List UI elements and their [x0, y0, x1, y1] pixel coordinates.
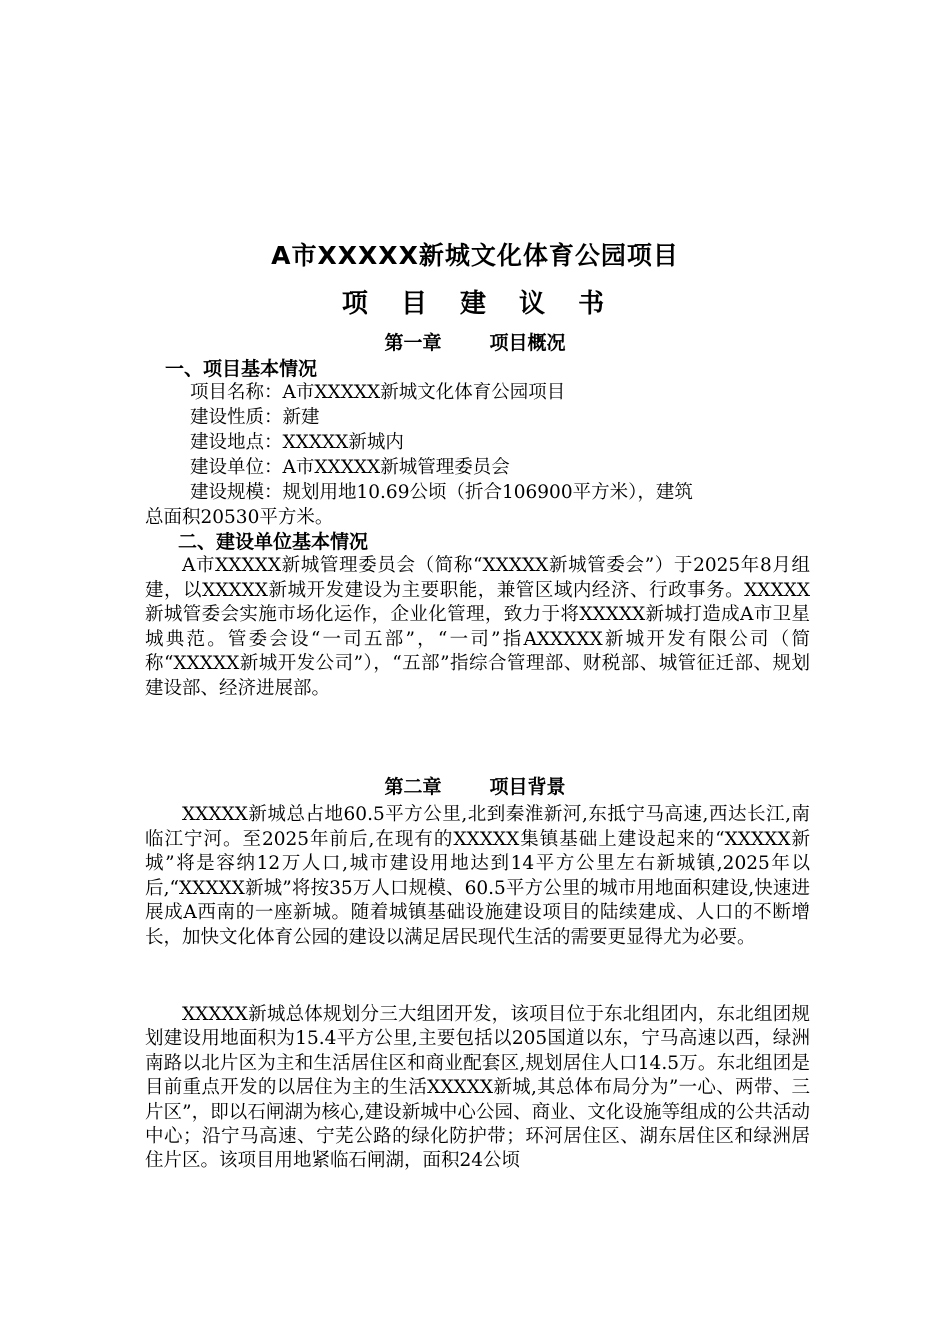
- section-2-heading: 二、建设单位基本情况: [178, 531, 369, 553]
- project-nature-line: 建设性质：新建: [190, 407, 320, 428]
- project-location-line: 建设地点：XXXXX新城内: [190, 432, 404, 453]
- project-unit-line: 建设单位：A市XXXXX新城管理委员会: [190, 457, 510, 478]
- background-paragraph-2: XXXXX新城总体规划分三大组团开发，该项目位于东北组团内，东北组团规划建设用地面积为15.4平方公里,主要包括以205国道以东，宁马高速以西，绿洲南路以北片区为主和生活居住区和商业配套区,规划居住人口14.5万。东北组团是目前重点开发的以居住为主的生活XXXXX新城,其总体布局分为”一心、两带、三片区”，即以石闸湖为核心,建设新城中心公园、商业、文化设施等组成的公共活动中心；沿宁马高速、宁芜公路的绿化防护带；环河居住区、湖东居住区和绿洲居住片区。该项目用地紧临石闸湖，面积24公顷: [145, 1004, 810, 1172]
- document-title: A市XXXXX新城文化体育公园项目: [271, 241, 679, 270]
- project-scale-line: 建设规模：规划用地10.69公顷（折合106900平方米），建筑: [190, 482, 693, 503]
- chapter-2-name: 项目背景: [489, 776, 566, 798]
- chapter-1-heading: [0, 329, 950, 357]
- chapter-2-heading: [0, 773, 950, 801]
- chapter-1-name: 项目概况: [489, 332, 566, 354]
- document-subtitle: 项 目 建 议 书: [341, 289, 617, 319]
- unit-description-paragraph: A市XXXXX新城管理委员会（简称“XXXXX新城管委会”）于2025年8月组建，以XXXXX新城开发建设为主要职能，兼管区域内经济、行政事务。XXXXX新城管委会实施市场化运作，企业化管理，致力于将XXXXX新城打造成A市卫星城典范。管委会设“一司五部”，“一司”指AXXXXX新城开发有限公司（简称“XXXXX新城开发公司”），“五部”指综合管理部、财税部、城管征迁部、规划建设部、经济进展部。: [145, 555, 810, 699]
- project-name-line: 项目名称：A市XXXXX新城文化体育公园项目: [190, 382, 566, 403]
- chapter-1-number: 第一章: [384, 332, 442, 354]
- chapter-2-number: 第二章: [384, 776, 442, 798]
- background-paragraph-1: XXXXX新城总占地60.5平方公里,北到秦淮新河,东抵宁马高速,西达长江,南临江宁河。至2025年前后,在现有的XXXXX集镇基础上建设起来的“XXXXX新城”将是容纳12万人口,城市建设用地达到14平方公里左右新城镇,2025年以后,“XXXXX新城”将按35万人口规模、60.5平方公里的城市用地面积建设,快速进展成A西南的一座新城。随着城镇基础设施建设项目的陆续建成、人口的不断增长，加快文化体育公园的建设以满足居民现代生活的需要更显得尤为必要。: [145, 804, 810, 948]
- section-1-heading: 一、项目基本情况: [165, 358, 318, 380]
- project-scale-line-cont: 总面积20530平方米。: [145, 507, 334, 528]
